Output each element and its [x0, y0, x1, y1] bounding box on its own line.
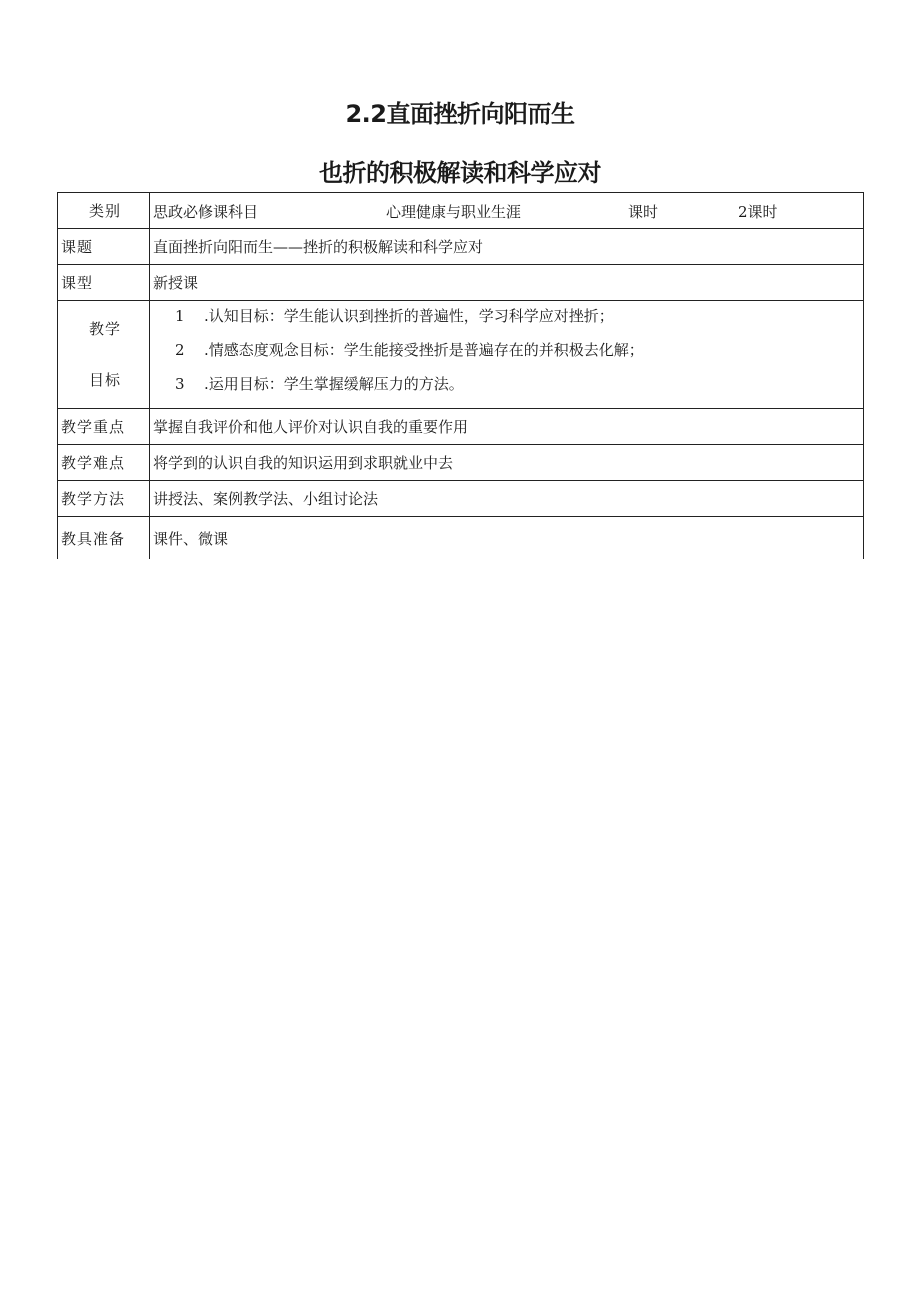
category-label: 类别	[58, 193, 150, 229]
topic-value: 直面挫折向阳而生——挫折的积极解读和科学应对	[150, 229, 864, 265]
method-value: 讲授法、案例教学法、小组讨论法	[150, 481, 864, 517]
method-label: 教学方法	[58, 481, 150, 517]
table-row-tools	[58, 517, 864, 560]
table-row-difficulty	[58, 445, 864, 481]
goals-label-line1: 教学	[88, 319, 121, 338]
list-item	[153, 338, 863, 372]
category-course: 心理健康与职业生涯	[386, 203, 522, 221]
hours-label: 课时	[628, 203, 659, 221]
key-value: 掌握自我评价和他人评价对认识自我的重要作用	[150, 409, 864, 445]
table-row-topic	[58, 229, 864, 265]
list-item	[153, 372, 863, 406]
goal-text: .认知目标：学生能认识到挫折的普遍性，学习科学应对挫折；	[204, 306, 614, 325]
table-row-category	[58, 193, 864, 229]
goals-list	[153, 304, 863, 406]
goal-number: 1	[175, 306, 185, 325]
goal-text: .情感态度观念目标：学生能接受挫折是普遍存在的并积极去化解；	[204, 340, 644, 359]
category-cell	[150, 193, 864, 229]
goal-number: 2	[175, 340, 185, 359]
document-subtitle: 也折的积极解读和科学应对	[319, 159, 601, 187]
type-value: 新授课	[150, 265, 864, 301]
key-label: 教学重点	[58, 409, 150, 445]
goal-number: 3	[175, 374, 185, 393]
document-title: 2.2直面挫折向阳而生	[345, 100, 575, 128]
list-item	[153, 304, 863, 338]
table-row-type	[58, 265, 864, 301]
table-row-method	[58, 481, 864, 517]
category-subject: 思政必修课科目	[153, 203, 259, 221]
hours-value: 2课时	[738, 203, 778, 221]
tools-label: 教具准备	[58, 517, 150, 560]
goal-text: .运用目标：学生掌握缓解压力的方法。	[204, 374, 464, 393]
lesson-plan-table	[57, 192, 864, 559]
table-row-goals	[58, 301, 864, 409]
topic-label: 课题	[58, 229, 150, 265]
tools-value: 课件、微课	[150, 517, 864, 560]
difficulty-value: 将学到的认识自我的知识运用到求职就业中去	[150, 445, 864, 481]
goals-label	[58, 301, 150, 409]
difficulty-label: 教学难点	[58, 445, 150, 481]
type-label: 课型	[58, 265, 150, 301]
goals-label-line2: 目标	[88, 370, 121, 389]
table-row-key-points	[58, 409, 864, 445]
goals-cell	[150, 301, 864, 409]
